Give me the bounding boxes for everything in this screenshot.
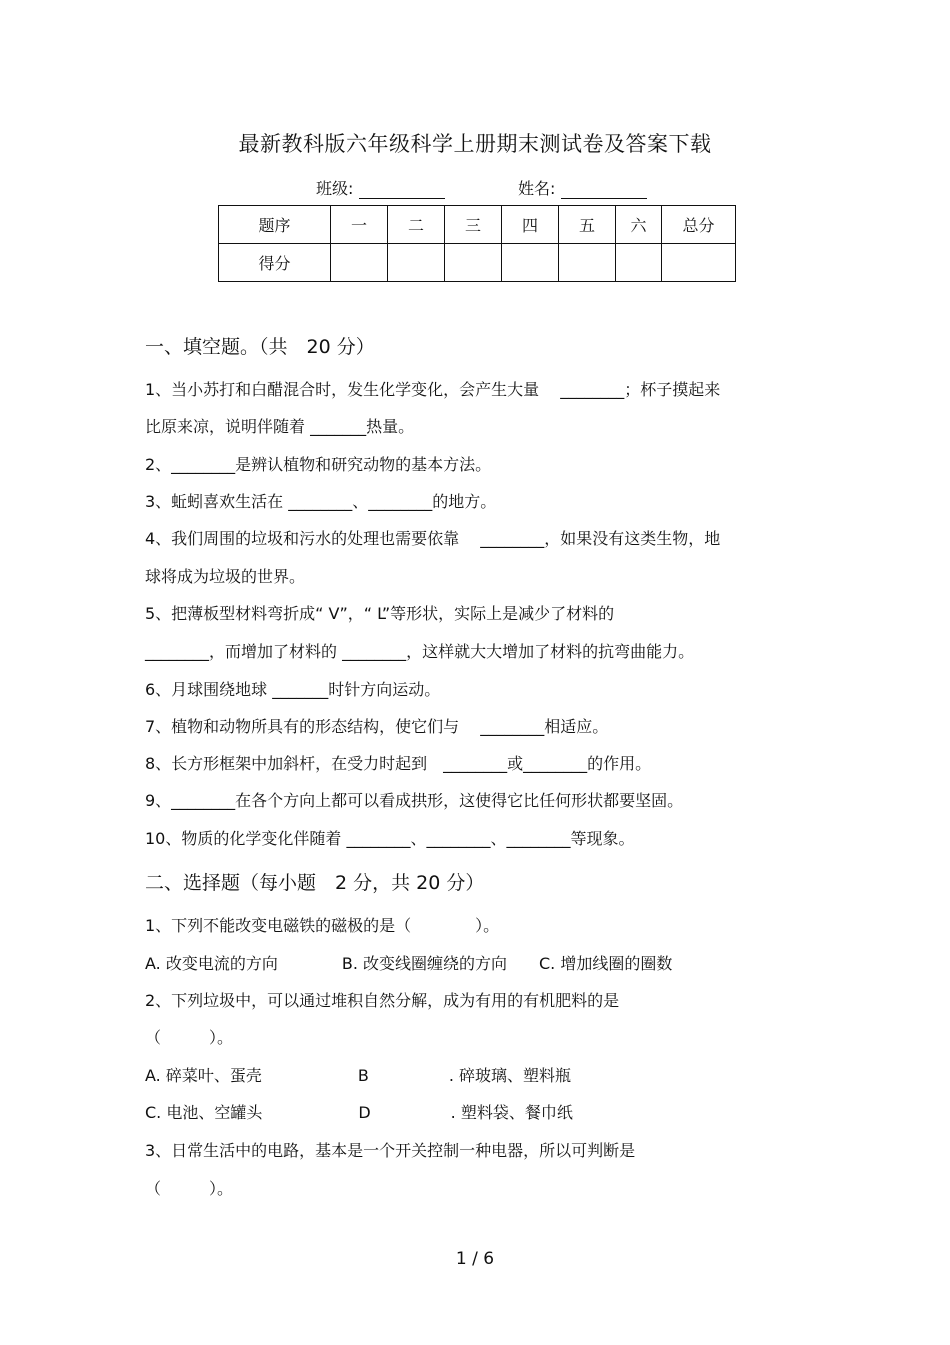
question-line: 6、月球围绕地球 _______时针方向运动。 (145, 680, 441, 699)
question-line: 1、下列不能改变电磁铁的磁极的是（ ）。 (145, 916, 500, 935)
question-line: 7、植物和动物所具有的形态结构，使它们与 ________相适应。 (145, 717, 609, 736)
score-table-header-row (219, 206, 736, 244)
question-line: 球将成为垃圾的世界。 (145, 567, 306, 586)
section1-heading: 一、填空题。（共 20 分） (145, 336, 375, 358)
question-line: ________，而增加了材料的 ________，这样就大大增加了材料的抗弯曲能力。 (145, 642, 695, 661)
question-line: 3、蚯蚓喜欢生活在 ________、________的地方。 (145, 492, 497, 511)
score-table (218, 205, 736, 282)
score-cell (331, 244, 388, 282)
class-label: 班级: (316, 179, 354, 198)
header-cell: 总分 (662, 206, 736, 244)
question-line: 1、当小苏打和白醋混合时，发生化学变化，会产生大量 ________；杯子摸起来 (145, 380, 721, 399)
option-line: A. 碎菜叶、蛋壳 B . 碎玻璃、塑料瓶 (145, 1066, 571, 1085)
name-blank (561, 180, 647, 199)
score-cell (502, 244, 559, 282)
question-line: 比原来凉，说明伴随着 _______热量。 (145, 417, 415, 436)
option-line: A. 改变电流的方向 B. 改变线圈缠绕的方向 C. 增加线圈的圈数 (145, 954, 673, 973)
row-label-cell: 得分 (219, 244, 331, 282)
question-line: 4、我们周围的垃圾和污水的处理也需要依靠 ________，如果没有这类生物，地 (145, 529, 721, 548)
page-number: 1 / 6 (455, 1249, 495, 1269)
question-line: 10、物质的化学变化伴随着 ________、________、________等现象。 (145, 829, 635, 848)
question-line: 8、长方形框架中加斜杆，在受力时起到 ________或________的作用。 (145, 754, 652, 773)
question-line: （ ）。 (145, 1028, 234, 1047)
score-cell (445, 244, 502, 282)
score-table-score-row (219, 244, 736, 282)
name-field (518, 176, 647, 199)
score-cell (662, 244, 736, 282)
header-cell: 三 (445, 206, 502, 244)
header-cell: 题序 (219, 206, 331, 244)
question-line: 5、把薄板型材料弯折成“ V”，“ L”等形状，实际上是减少了材料的 (145, 604, 615, 623)
header-cell: 六 (616, 206, 662, 244)
document-title: 最新教科版六年级科学上册期末测试卷及答案下载 (238, 132, 712, 156)
question-line: （ ）。 (145, 1179, 234, 1198)
section2-heading: 二、选择题（每小题 2 分，共 20 分） (145, 872, 485, 894)
question-line: 2、下列垃圾中，可以通过堆积自然分解，成为有用的有机肥料的是 (145, 991, 620, 1010)
name-label: 姓名: (518, 179, 556, 198)
class-field (316, 176, 445, 199)
header-cell: 二 (388, 206, 445, 244)
score-cell (616, 244, 662, 282)
score-cell (559, 244, 616, 282)
question-line: 3、日常生活中的电路，基本是一个开关控制一种电器，所以可判断是 (145, 1141, 636, 1160)
option-line: C. 电池、空罐头 D . 塑料袋、餐巾纸 (145, 1103, 573, 1122)
question-line: 2、________是辨认植物和研究动物的基本方法。 (145, 455, 492, 474)
header-cell: 五 (559, 206, 616, 244)
score-cell (388, 244, 445, 282)
header-cell: 四 (502, 206, 559, 244)
question-line: 9、________在各个方向上都可以看成拱形，这使得它比任何形状都要坚固。 (145, 791, 684, 810)
class-blank (359, 180, 445, 199)
header-cell: 一 (331, 206, 388, 244)
